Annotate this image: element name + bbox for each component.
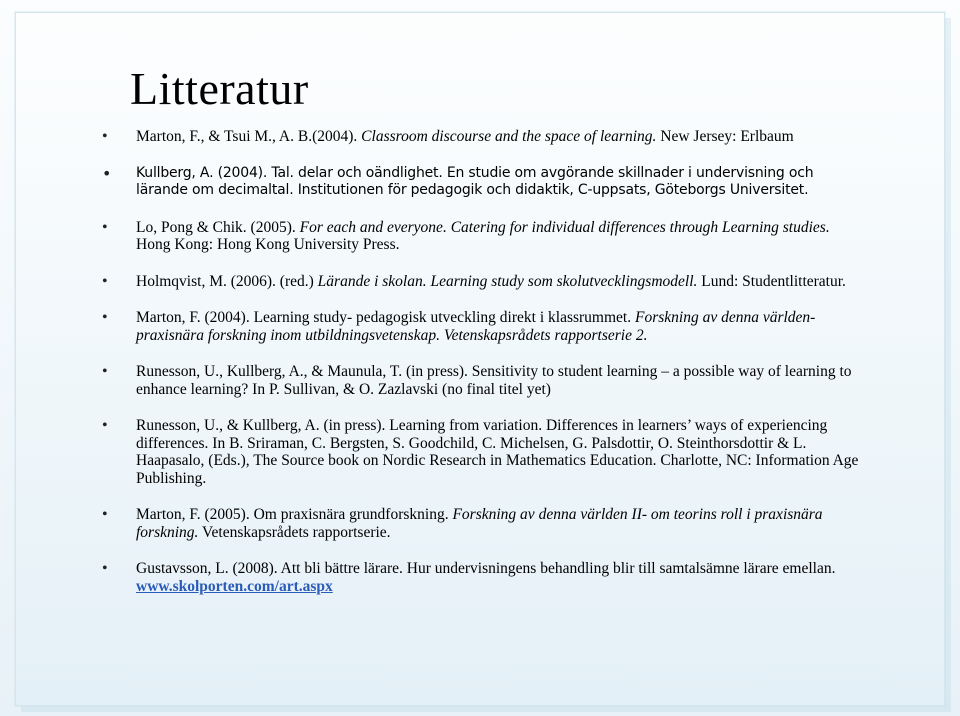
- reference-title: Lärande i skolan. Learning study som skolutvecklingsmodell.: [317, 272, 698, 290]
- reference-list: [100, 128, 860, 614]
- reference-text: Marton, F., & Tsui M., A. B.(2004).: [136, 128, 362, 145]
- slide-title: Litteratur: [130, 63, 309, 114]
- reference-text: Vetenskapsrådets rapportserie.: [198, 523, 391, 541]
- reference-text: Runesson, U., & Kullberg, A. (in press). Learning from variation. Differences in learners’ ways of experiencing differences. In B. Sriraman, C. Bergsten, S. Goodchild, C. Michelsen, G. Palsdottir, O. Steinthorsdottir & L. Haapasalo, (Eds.), The Source book on Nordic Research in Mathematics Education. Charlotte, NC: Information Age Publishing.: [136, 417, 859, 487]
- reference-item: [100, 363, 860, 398]
- reference-text: Runesson, U., Kullberg, A., & Maunula, T. (in press). Sensitivity to student learning – a possible way of learning to enhance learning? In P. Sullivan, & O. Zazlavski (no final titel yet): [136, 363, 852, 398]
- reference-text: Hong Kong: Hong Kong University Press.: [136, 236, 400, 253]
- reference-item: [100, 560, 860, 595]
- reference-text: New Jersey: Erlbaum: [656, 128, 794, 145]
- reference-text: Lo, Pong & Chik. (2005).: [136, 218, 300, 236]
- reference-item: [100, 506, 860, 541]
- reference-item: [100, 273, 860, 291]
- reference-title: Forskning av denna världen II- om teorins roll i praxisnära forskning.: [136, 506, 823, 541]
- reference-item: [100, 219, 860, 254]
- reference-text: Marton, F. (2005). Om praxisnära grundforskning.: [136, 506, 453, 523]
- reference-text: Marton, F. (2004). Learning study- pedagogisk utveckling direkt i klassrummet.: [136, 309, 635, 326]
- reference-item: [100, 309, 860, 344]
- reference-item: [100, 165, 860, 200]
- reference-text: Kullberg, A. (2004). Tal. delar och oändlighet. En studie om avgörande skillnader i undervisning och lärande om decimaltal. Institutionen för pedagogik och didaktik, C-uppsats, Göteborgs Universitet.: [136, 164, 814, 198]
- reference-title: Classroom discourse and the space of learning.: [361, 128, 657, 145]
- reference-item: [100, 417, 860, 487]
- reference-link[interactable]: www.skolporten.com/art.aspx: [136, 577, 333, 595]
- reference-title: Forskning av denna världen-praxisnära forskning inom utbildningsvetenskap. Vetenskapsrådets rapportserie 2.: [136, 309, 816, 344]
- reference-item: [100, 128, 860, 146]
- reference-text: Gustavsson, L. (2008). Att bli bättre lärare. Hur undervisningens behandling blir till samtalsämne lärare emellan.: [136, 560, 836, 577]
- reference-title: For each and everyone. Catering for individual differences through Learning studies.: [299, 218, 830, 236]
- reference-text: Holmqvist, M. (2006). (red.): [136, 272, 318, 290]
- reference-text: Lund: Studentlitteratur.: [697, 272, 846, 290]
